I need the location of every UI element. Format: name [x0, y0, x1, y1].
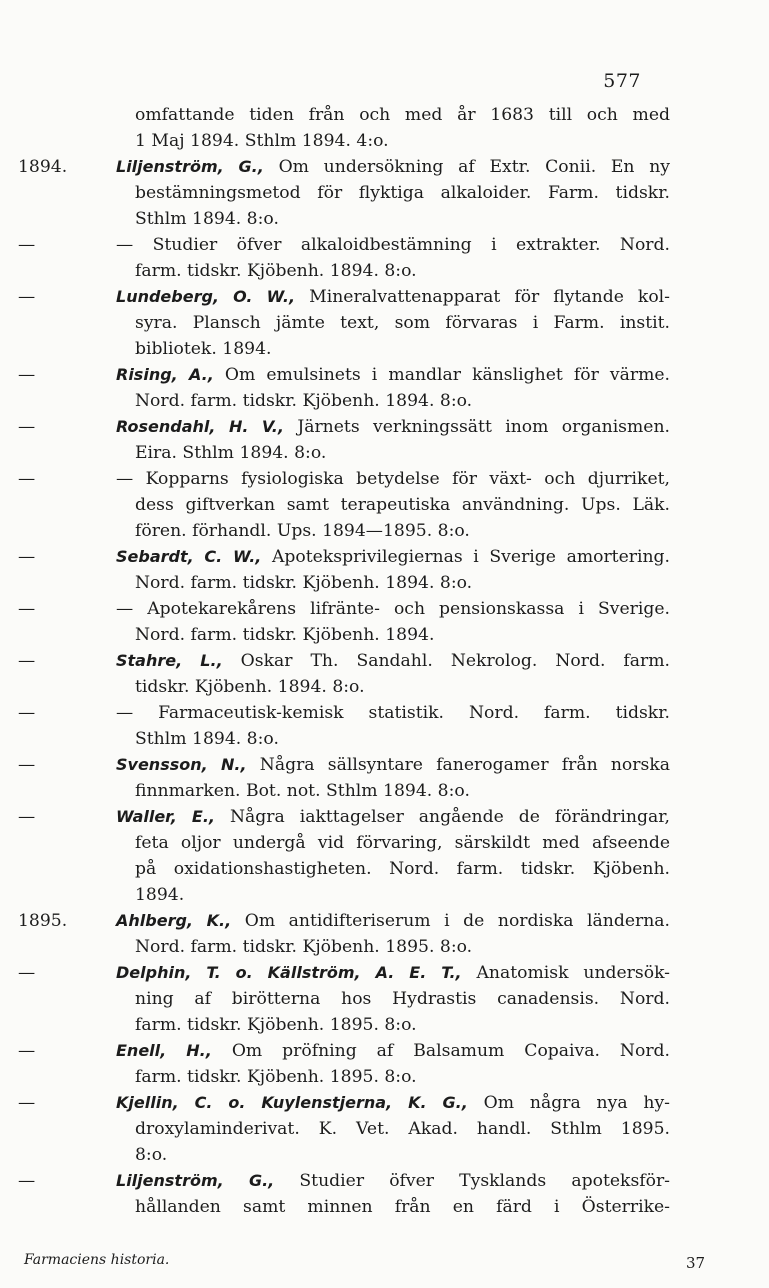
- entry-text: bestämningsmetod för flyktiga alkaloider. Farm. tidskr.: [135, 183, 670, 203]
- entry-text: ning af birötterna hos Hydrastis canadensis. Nord.: [135, 989, 670, 1009]
- entry-year: —: [18, 547, 36, 567]
- entry-text: Nord. farm. tidskr. Kjöbenh. 1894. 8:o.: [135, 391, 473, 411]
- entry-year: —: [18, 703, 36, 723]
- entry-year: —: [18, 287, 36, 307]
- entry-year: —: [18, 755, 36, 775]
- footer-title: Farmaciens historia.: [24, 1252, 170, 1268]
- entry-text: Stahre, L., Oskar Th. Sandahl. Nekrolog. Nord. farm.: [116, 651, 671, 671]
- entry-text: Nord. farm. tidskr. Kjöbenh. 1894. 8:o.: [135, 573, 473, 593]
- entry-author: Enell, H.,: [116, 1041, 212, 1060]
- entry-year: —: [18, 1093, 36, 1113]
- entry-text: bibliotek. 1894.: [135, 339, 272, 359]
- entry-author: Kjellin, C. o. Kuylenstjerna, K. G.,: [116, 1093, 468, 1112]
- entry-text: finnmarken. Bot. not. Sthlm 1894. 8:o.: [135, 781, 470, 801]
- entry-author: Rising, A.,: [116, 365, 214, 384]
- entry-text: — Kopparns fysiologiska betydelse för växt- och djurriket,: [116, 469, 671, 489]
- entry-year: —: [18, 963, 36, 983]
- entry-text: feta oljor undergå vid förvaring, särskildt med afseende: [135, 833, 670, 853]
- entry-text: 1894.: [135, 885, 185, 905]
- entry-text: på oxidationshastigheten. Nord. farm. tidskr. Kjöbenh.: [135, 859, 670, 879]
- entry-text: Lundeberg, O. W., Mineralvattenapparat för flytande kol-: [116, 287, 670, 307]
- entry-text: Sthlm 1894. 8:o.: [135, 209, 279, 229]
- entry-text: Enell, H., Om pröfning af Balsamum Copaiva. Nord.: [116, 1041, 671, 1061]
- entry-text: 8:o.: [135, 1145, 168, 1165]
- entry-author: Sebardt, C. W.,: [116, 547, 262, 566]
- entry-text: dess giftverkan samt terapeutiska användning. Ups. Läk.: [135, 495, 670, 515]
- entry-text: Kjellin, C. o. Kuylenstjerna, K. G., Om några nya hy-: [116, 1093, 670, 1113]
- entry-year: —: [18, 417, 36, 437]
- entry-author: — Studier: [116, 235, 218, 255]
- entry-text: Sebardt, C. W., Apoteksprivilegiernas i Sverige amortering.: [116, 547, 671, 567]
- entry-text: Sthlm 1894. 8:o.: [135, 729, 279, 749]
- entry-text: — Apotekarekårens lifränte- och pensionskassa i Sverige.: [116, 599, 671, 619]
- page-number: 577: [603, 70, 641, 92]
- entry-author: Stahre, L.,: [116, 651, 223, 670]
- entry-text: Nord. farm. tidskr. Kjöbenh. 1895. 8:o.: [135, 937, 473, 957]
- entry-text: syra. Plansch jämte text, som förvaras i Farm. instit.: [135, 313, 670, 333]
- entry-text: Eira. Sthlm 1894. 8:o.: [135, 443, 327, 463]
- entry-text: farm. tidskr. Kjöbenh. 1895. 8:o.: [135, 1015, 417, 1035]
- entry-author: Svensson, N.,: [116, 755, 247, 774]
- entry-text: Ahlberg, K., Om antidifteriserum i de nordiska länderna.: [116, 911, 671, 931]
- entry-year: —: [18, 365, 36, 385]
- entry-text: — Farmaceutisk-kemisk statistik. Nord. farm. tidskr.: [116, 703, 670, 723]
- entry-text: Liljenström, G., Om undersökning af Extr. Conii. En ny: [116, 157, 671, 177]
- entry-year: 1895.: [18, 911, 68, 931]
- entry-year: —: [18, 469, 36, 489]
- entry-text: omfattande tiden från och med år 1683 till och med: [135, 105, 670, 125]
- entry-year: —: [18, 807, 36, 827]
- entry-text: Svensson, N., Några sällsyntare fanerogamer från norska: [116, 755, 670, 775]
- entry-year: —: [18, 235, 36, 255]
- entry-text: Liljenström, G., Studier öfver Tysklands apoteksför-: [116, 1171, 670, 1191]
- entry-author: Delphin, T. o. Källström, A. E. T.,: [116, 963, 462, 982]
- entry-year: —: [18, 651, 36, 671]
- entry-text: Delphin, T. o. Källström, A. E. T., Anatomisk undersök-: [116, 963, 670, 983]
- entry-year: 1894.: [18, 157, 68, 177]
- entry-text: Waller, E., Några iakttagelser angående de förändringar,: [116, 807, 671, 827]
- entry-text: tidskr. Kjöbenh. 1894. 8:o.: [135, 677, 365, 697]
- entry-year: —: [18, 1171, 36, 1191]
- entry-year: —: [18, 1041, 36, 1061]
- entry-text: Rosendahl, H. V., Järnets verkningssätt inom organismen.: [116, 417, 671, 437]
- entry-author: — Kopparns: [116, 469, 229, 489]
- entry-text: farm. tidskr. Kjöbenh. 1894. 8:o.: [135, 261, 417, 281]
- entry-author: Rosendahl, H. V.,: [116, 417, 284, 436]
- entry-text: farm. tidskr. Kjöbenh. 1895. 8:o.: [135, 1067, 417, 1087]
- entry-text: droxylaminderivat. K. Vet. Akad. handl. Sthlm 1895.: [135, 1119, 670, 1139]
- entry-author: — Apotekarekårens: [116, 599, 297, 619]
- entry-text: Nord. farm. tidskr. Kjöbenh. 1894.: [135, 625, 435, 645]
- entry-author: — Farmaceutisk-kemisk: [116, 703, 344, 723]
- entry-text: Rising, A., Om emulsinets i mandlar känslighet för värme.: [116, 365, 671, 385]
- entry-text: 1 Maj 1894. Sthlm 1894. 4:o.: [135, 131, 389, 151]
- entry-text: fören. förhandl. Ups. 1894—1895. 8:o.: [135, 521, 470, 541]
- entry-author: Waller, E.,: [116, 807, 215, 826]
- entry-year: —: [18, 599, 36, 619]
- entry-author: Ahlberg, K.,: [116, 911, 232, 930]
- entry-author: Lundeberg, O. W.,: [116, 287, 296, 306]
- entry-text: — Studier öfver alkaloidbestämning i extrakter. Nord.: [116, 235, 670, 255]
- entry-text: hållanden samt minnen från en färd i Österrike-: [135, 1197, 670, 1217]
- footer-signature: 37: [686, 1254, 706, 1272]
- entry-author: Liljenström, G.,: [116, 1171, 275, 1190]
- entry-author: Liljenström, G.,: [116, 157, 264, 176]
